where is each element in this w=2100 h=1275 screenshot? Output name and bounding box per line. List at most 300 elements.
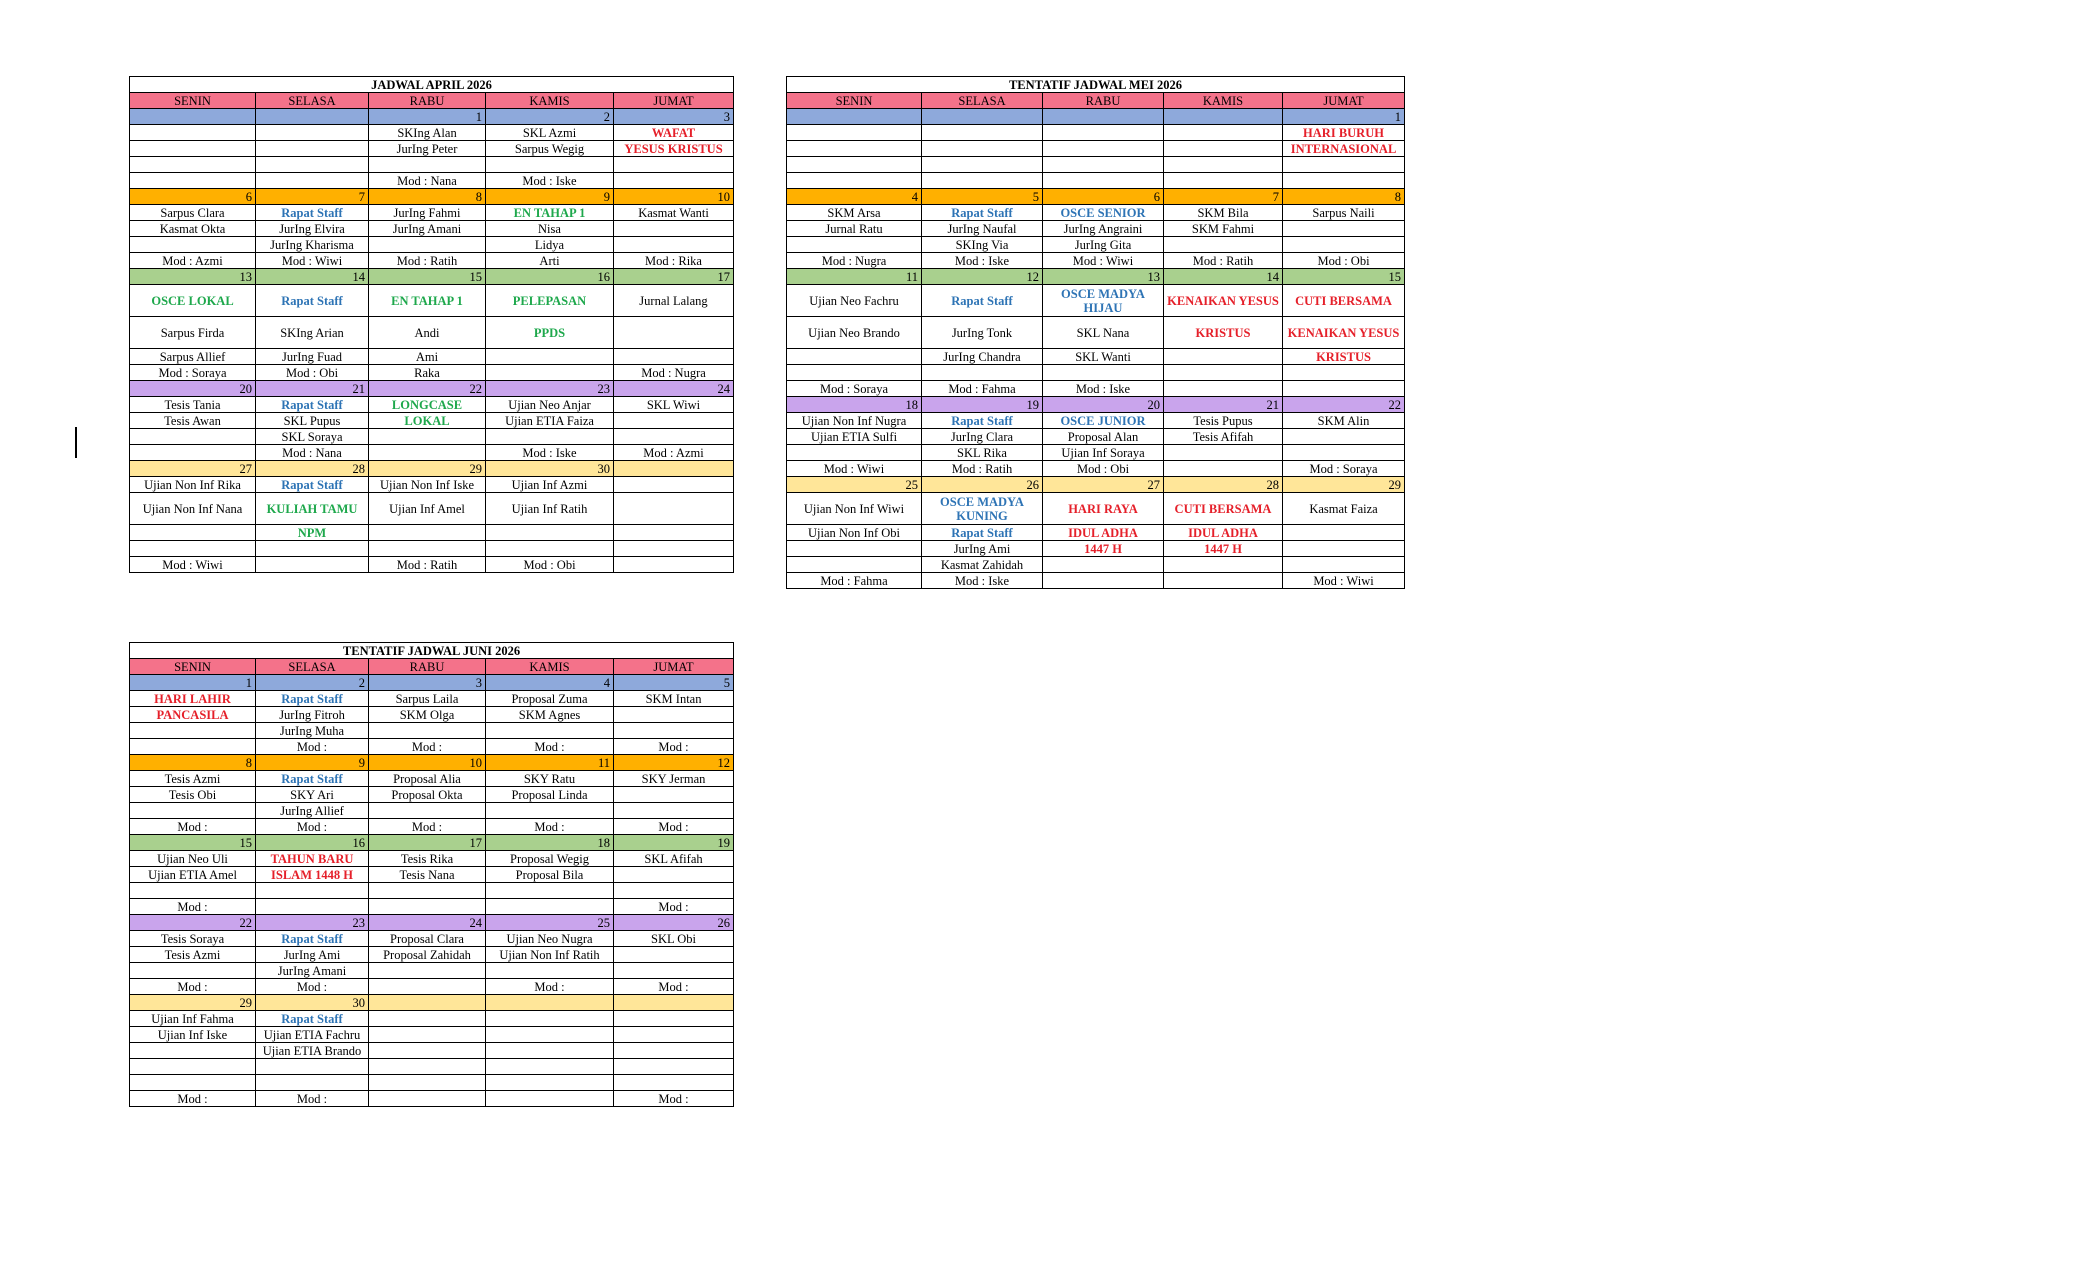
schedule-cell[interactable]: Mod : — [130, 819, 256, 835]
schedule-cell[interactable]: Kasmat Faiza — [1283, 493, 1405, 525]
schedule-cell[interactable] — [614, 413, 734, 429]
schedule-cell[interactable]: JurIng Kharisma — [256, 237, 369, 253]
schedule-cell[interactable]: Kasmat Zahidah — [922, 557, 1043, 573]
schedule-cell[interactable]: KENAIKAN YESUS — [1283, 317, 1405, 349]
schedule-cell[interactable]: ISLAM 1448 H — [256, 867, 369, 883]
schedule-cell[interactable]: Mod : — [130, 979, 256, 995]
schedule-cell[interactable]: JurIng Amani — [369, 221, 486, 237]
schedule-cell[interactable]: Tesis Azmi — [130, 947, 256, 963]
schedule-cell[interactable] — [486, 1075, 614, 1091]
schedule-cell[interactable] — [614, 317, 734, 349]
schedule-cell[interactable]: Ujian Non Inf Nana — [130, 493, 256, 525]
schedule-cell[interactable] — [256, 125, 369, 141]
schedule-cell[interactable]: Tesis Rika — [369, 851, 486, 867]
schedule-cell[interactable]: SKIng Via — [922, 237, 1043, 253]
schedule-cell[interactable] — [486, 963, 614, 979]
schedule-cell[interactable]: Andi — [369, 317, 486, 349]
schedule-cell[interactable]: 1447 H — [1043, 541, 1164, 557]
schedule-cell[interactable]: Kasmat Wanti — [614, 205, 734, 221]
schedule-cell[interactable]: Mod : Obi — [486, 557, 614, 573]
schedule-cell[interactable]: WAFAT — [614, 125, 734, 141]
schedule-cell[interactable]: Mod : Ratih — [922, 461, 1043, 477]
schedule-cell[interactable]: Tesis Nana — [369, 867, 486, 883]
schedule-cell[interactable]: JurIng Chandra — [922, 349, 1043, 365]
schedule-cell[interactable]: Ujian ETIA Faiza — [486, 413, 614, 429]
schedule-cell[interactable]: SKL Wanti — [1043, 349, 1164, 365]
schedule-cell[interactable] — [614, 541, 734, 557]
schedule-cell[interactable] — [130, 883, 256, 899]
schedule-cell[interactable]: Rapat Staff — [256, 285, 369, 317]
schedule-cell[interactable] — [614, 963, 734, 979]
schedule-cell[interactable]: Mod : Nana — [369, 173, 486, 189]
schedule-cell[interactable]: SKL Rika — [922, 445, 1043, 461]
schedule-cell[interactable]: Ujian Inf Ratih — [486, 493, 614, 525]
schedule-cell[interactable] — [486, 157, 614, 173]
schedule-cell[interactable] — [614, 867, 734, 883]
schedule-cell[interactable]: Rapat Staff — [256, 771, 369, 787]
schedule-cell[interactable]: Mod : Obi — [1283, 253, 1405, 269]
schedule-cell[interactable]: Tesis Tania — [130, 397, 256, 413]
schedule-cell[interactable]: SKY Ari — [256, 787, 369, 803]
schedule-cell[interactable]: Mod : Ratih — [369, 557, 486, 573]
schedule-cell[interactable]: Proposal Zahidah — [369, 947, 486, 963]
schedule-cell[interactable]: Mod : — [369, 739, 486, 755]
schedule-cell[interactable] — [1043, 173, 1164, 189]
schedule-cell[interactable]: Mod : — [614, 899, 734, 915]
schedule-cell[interactable] — [787, 365, 922, 381]
schedule-cell[interactable]: JurIng Angraini — [1043, 221, 1164, 237]
schedule-cell[interactable]: Sarpus Wegig — [486, 141, 614, 157]
schedule-cell[interactable] — [256, 173, 369, 189]
schedule-cell[interactable]: JurIng Peter — [369, 141, 486, 157]
schedule-cell[interactable]: Rapat Staff — [922, 525, 1043, 541]
schedule-cell[interactable]: SKIng Alan — [369, 125, 486, 141]
schedule-cell[interactable]: Ujian Inf Iske — [130, 1027, 256, 1043]
schedule-cell[interactable] — [130, 237, 256, 253]
schedule-cell[interactable]: Mod : Nugra — [614, 365, 734, 381]
schedule-cell[interactable]: SKL Soraya — [256, 429, 369, 445]
schedule-cell[interactable]: Mod : Wiwi — [787, 461, 922, 477]
schedule-cell[interactable] — [787, 173, 922, 189]
schedule-cell[interactable]: HARI RAYA — [1043, 493, 1164, 525]
schedule-cell[interactable] — [614, 803, 734, 819]
schedule-cell[interactable] — [1043, 125, 1164, 141]
schedule-cell[interactable] — [1164, 157, 1283, 173]
schedule-cell[interactable]: NPM — [256, 525, 369, 541]
schedule-cell[interactable] — [1283, 221, 1405, 237]
schedule-cell[interactable] — [130, 429, 256, 445]
schedule-cell[interactable]: Mod : Iske — [922, 573, 1043, 589]
schedule-cell[interactable] — [922, 141, 1043, 157]
schedule-cell[interactable]: JurIng Fahmi — [369, 205, 486, 221]
schedule-cell[interactable] — [369, 1091, 486, 1107]
schedule-cell[interactable] — [1283, 429, 1405, 445]
schedule-cell[interactable] — [369, 429, 486, 445]
schedule-cell[interactable] — [1283, 381, 1405, 397]
schedule-cell[interactable] — [614, 1059, 734, 1075]
schedule-cell[interactable] — [1164, 349, 1283, 365]
schedule-cell[interactable] — [614, 221, 734, 237]
schedule-cell[interactable]: Mod : — [256, 979, 369, 995]
schedule-cell[interactable] — [256, 541, 369, 557]
schedule-cell[interactable] — [1283, 237, 1405, 253]
schedule-cell[interactable] — [369, 883, 486, 899]
schedule-cell[interactable] — [787, 125, 922, 141]
schedule-cell[interactable]: Mod : Azmi — [614, 445, 734, 461]
schedule-cell[interactable]: CUTI BERSAMA — [1164, 493, 1283, 525]
schedule-cell[interactable] — [1043, 157, 1164, 173]
schedule-cell[interactable] — [787, 541, 922, 557]
schedule-cell[interactable]: Mod : Ratih — [1164, 253, 1283, 269]
schedule-cell[interactable]: LONGCASE — [369, 397, 486, 413]
schedule-cell[interactable] — [1283, 173, 1405, 189]
schedule-cell[interactable] — [614, 157, 734, 173]
schedule-cell[interactable] — [256, 1059, 369, 1075]
schedule-cell[interactable] — [614, 429, 734, 445]
schedule-cell[interactable]: Mod : — [614, 1091, 734, 1107]
schedule-cell[interactable]: PANCASILA — [130, 707, 256, 723]
schedule-cell[interactable] — [369, 1011, 486, 1027]
schedule-cell[interactable]: Sarpus Naili — [1283, 205, 1405, 221]
schedule-cell[interactable] — [369, 1043, 486, 1059]
schedule-cell[interactable] — [369, 1075, 486, 1091]
schedule-cell[interactable]: Mod : Azmi — [130, 253, 256, 269]
schedule-cell[interactable]: SKM Intan — [614, 691, 734, 707]
schedule-cell[interactable] — [130, 1059, 256, 1075]
schedule-cell[interactable] — [1164, 365, 1283, 381]
schedule-cell[interactable]: Rapat Staff — [256, 691, 369, 707]
schedule-cell[interactable] — [614, 723, 734, 739]
schedule-cell[interactable] — [369, 963, 486, 979]
schedule-cell[interactable] — [369, 1059, 486, 1075]
schedule-cell[interactable]: Mod : — [130, 899, 256, 915]
schedule-cell[interactable]: Ujian Non Inf Nugra — [787, 413, 922, 429]
schedule-cell[interactable]: Tesis Azmi — [130, 771, 256, 787]
schedule-cell[interactable]: Arti — [486, 253, 614, 269]
schedule-cell[interactable]: KENAIKAN YESUS — [1164, 285, 1283, 317]
schedule-cell[interactable] — [256, 141, 369, 157]
schedule-cell[interactable] — [787, 349, 922, 365]
schedule-cell[interactable] — [256, 557, 369, 573]
schedule-cell[interactable]: Proposal Wegig — [486, 851, 614, 867]
schedule-cell[interactable] — [614, 477, 734, 493]
schedule-cell[interactable]: SKL Wiwi — [614, 397, 734, 413]
schedule-cell[interactable] — [614, 1075, 734, 1091]
schedule-cell[interactable]: Tesis Obi — [130, 787, 256, 803]
schedule-cell[interactable]: Mod : — [614, 979, 734, 995]
schedule-cell[interactable] — [369, 899, 486, 915]
schedule-cell[interactable]: Mod : Ratih — [369, 253, 486, 269]
schedule-cell[interactable]: SKL Pupus — [256, 413, 369, 429]
schedule-cell[interactable] — [130, 541, 256, 557]
schedule-cell[interactable]: Tesis Pupus — [1164, 413, 1283, 429]
schedule-cell[interactable]: TAHUN BARU — [256, 851, 369, 867]
schedule-cell[interactable]: Rapat Staff — [922, 285, 1043, 317]
schedule-cell[interactable]: Mod : Wiwi — [1283, 573, 1405, 589]
schedule-cell[interactable]: SKL Azmi — [486, 125, 614, 141]
schedule-cell[interactable] — [1283, 557, 1405, 573]
schedule-cell[interactable]: Mod : Fahma — [787, 573, 922, 589]
schedule-cell[interactable]: Mod : — [486, 819, 614, 835]
schedule-cell[interactable] — [486, 429, 614, 445]
schedule-cell[interactable]: Ujian Non Inf Wiwi — [787, 493, 922, 525]
schedule-cell[interactable]: JurIng Fitroh — [256, 707, 369, 723]
schedule-cell[interactable]: Mod : — [256, 819, 369, 835]
schedule-cell[interactable] — [486, 349, 614, 365]
schedule-cell[interactable]: Mod : — [256, 739, 369, 755]
schedule-cell[interactable]: Ujian Non Inf Obi — [787, 525, 922, 541]
schedule-cell[interactable]: PPDS — [486, 317, 614, 349]
schedule-cell[interactable] — [369, 803, 486, 819]
schedule-cell[interactable] — [130, 525, 256, 541]
schedule-cell[interactable] — [614, 173, 734, 189]
schedule-cell[interactable]: JurIng Gita — [1043, 237, 1164, 253]
schedule-cell[interactable]: KULIAH TAMU — [256, 493, 369, 525]
schedule-cell[interactable] — [486, 803, 614, 819]
schedule-cell[interactable] — [614, 787, 734, 803]
schedule-cell[interactable]: Mod : Soraya — [1283, 461, 1405, 477]
schedule-cell[interactable]: Mod : Obi — [1043, 461, 1164, 477]
schedule-cell[interactable]: Sarpus Firda — [130, 317, 256, 349]
schedule-cell[interactable]: Mod : Fahma — [922, 381, 1043, 397]
schedule-cell[interactable] — [614, 707, 734, 723]
schedule-cell[interactable]: JurIng Muha — [256, 723, 369, 739]
schedule-cell[interactable] — [1283, 157, 1405, 173]
schedule-cell[interactable] — [787, 445, 922, 461]
schedule-cell[interactable]: KRISTUS — [1164, 317, 1283, 349]
schedule-cell[interactable]: PELEPASAN — [486, 285, 614, 317]
schedule-cell[interactable] — [614, 1043, 734, 1059]
schedule-cell[interactable]: INTERNASIONAL — [1283, 141, 1405, 157]
schedule-cell[interactable]: JurIng Clara — [922, 429, 1043, 445]
schedule-cell[interactable] — [1164, 237, 1283, 253]
schedule-cell[interactable] — [922, 173, 1043, 189]
schedule-cell[interactable]: Proposal Zuma — [486, 691, 614, 707]
schedule-cell[interactable]: SKY Ratu — [486, 771, 614, 787]
schedule-cell[interactable] — [130, 803, 256, 819]
schedule-cell[interactable]: Tesis Afifah — [1164, 429, 1283, 445]
schedule-cell[interactable]: Proposal Alia — [369, 771, 486, 787]
schedule-cell[interactable] — [486, 883, 614, 899]
schedule-cell[interactable] — [130, 173, 256, 189]
schedule-cell[interactable]: Mod : Nana — [256, 445, 369, 461]
schedule-cell[interactable]: JurIng Tonk — [922, 317, 1043, 349]
schedule-cell[interactable]: Ujian Inf Amel — [369, 493, 486, 525]
schedule-cell[interactable] — [256, 883, 369, 899]
schedule-cell[interactable] — [1164, 141, 1283, 157]
schedule-cell[interactable] — [486, 365, 614, 381]
schedule-cell[interactable]: JurIng Allief — [256, 803, 369, 819]
schedule-cell[interactable]: SKIng Arian — [256, 317, 369, 349]
schedule-cell[interactable]: Ujian Non Inf Iske — [369, 477, 486, 493]
schedule-cell[interactable] — [614, 237, 734, 253]
schedule-cell[interactable]: OSCE SENIOR — [1043, 205, 1164, 221]
schedule-cell[interactable]: Rapat Staff — [256, 205, 369, 221]
schedule-cell[interactable]: Proposal Clara — [369, 931, 486, 947]
schedule-cell[interactable]: Mod : Iske — [1043, 381, 1164, 397]
schedule-cell[interactable]: Mod : Wiwi — [130, 557, 256, 573]
schedule-cell[interactable] — [369, 157, 486, 173]
schedule-cell[interactable] — [1043, 141, 1164, 157]
schedule-cell[interactable]: Mod : Iske — [486, 445, 614, 461]
schedule-cell[interactable] — [922, 157, 1043, 173]
schedule-cell[interactable] — [614, 493, 734, 525]
schedule-cell[interactable]: YESUS KRISTUS — [614, 141, 734, 157]
schedule-cell[interactable]: Mod : — [130, 1091, 256, 1107]
schedule-cell[interactable] — [1283, 365, 1405, 381]
schedule-cell[interactable]: Ujian Neo Anjar — [486, 397, 614, 413]
schedule-cell[interactable] — [1043, 365, 1164, 381]
schedule-cell[interactable] — [1043, 573, 1164, 589]
schedule-cell[interactable] — [1164, 445, 1283, 461]
schedule-cell[interactable]: Ujian ETIA Fachru — [256, 1027, 369, 1043]
schedule-cell[interactable]: Mod : Wiwi — [256, 253, 369, 269]
schedule-cell[interactable]: OSCE MADYA KUNING — [922, 493, 1043, 525]
schedule-cell[interactable] — [369, 525, 486, 541]
schedule-cell[interactable]: Mod : — [614, 819, 734, 835]
schedule-cell[interactable] — [130, 157, 256, 173]
schedule-cell[interactable] — [369, 541, 486, 557]
schedule-cell[interactable]: EN TAHAP 1 — [486, 205, 614, 221]
schedule-cell[interactable]: Kasmat Okta — [130, 221, 256, 237]
schedule-cell[interactable]: Mod : Iske — [922, 253, 1043, 269]
schedule-cell[interactable] — [614, 349, 734, 365]
schedule-cell[interactable] — [486, 1091, 614, 1107]
schedule-cell[interactable]: IDUL ADHA — [1043, 525, 1164, 541]
schedule-cell[interactable] — [130, 1075, 256, 1091]
schedule-cell[interactable]: Jurnal Ratu — [787, 221, 922, 237]
schedule-cell[interactable] — [787, 141, 922, 157]
schedule-cell[interactable]: Mod : — [369, 819, 486, 835]
schedule-cell[interactable]: Proposal Okta — [369, 787, 486, 803]
schedule-cell[interactable]: CUTI BERSAMA — [1283, 285, 1405, 317]
schedule-cell[interactable] — [614, 1011, 734, 1027]
schedule-cell[interactable]: Proposal Alan — [1043, 429, 1164, 445]
schedule-cell[interactable] — [1164, 173, 1283, 189]
schedule-cell[interactable]: JurIng Elvira — [256, 221, 369, 237]
schedule-cell[interactable]: SKM Arsa — [787, 205, 922, 221]
schedule-cell[interactable]: Mod : Wiwi — [1043, 253, 1164, 269]
schedule-cell[interactable]: Proposal Bila — [486, 867, 614, 883]
schedule-cell[interactable] — [130, 723, 256, 739]
schedule-cell[interactable]: Ujian Neo Fachru — [787, 285, 922, 317]
schedule-cell[interactable]: Mod : — [486, 979, 614, 995]
schedule-cell[interactable]: SKM Olga — [369, 707, 486, 723]
schedule-cell[interactable] — [130, 739, 256, 755]
schedule-cell[interactable]: Mod : Rika — [614, 253, 734, 269]
schedule-cell[interactable]: 1447 H — [1164, 541, 1283, 557]
schedule-cell[interactable] — [1164, 557, 1283, 573]
schedule-cell[interactable] — [922, 125, 1043, 141]
schedule-cell[interactable] — [1283, 525, 1405, 541]
schedule-cell[interactable] — [614, 525, 734, 541]
schedule-cell[interactable] — [486, 525, 614, 541]
schedule-cell[interactable]: Ujian Inf Soraya — [1043, 445, 1164, 461]
schedule-cell[interactable] — [614, 557, 734, 573]
schedule-cell[interactable] — [922, 365, 1043, 381]
schedule-cell[interactable]: SKL Afifah — [614, 851, 734, 867]
schedule-cell[interactable] — [614, 883, 734, 899]
schedule-cell[interactable] — [486, 1027, 614, 1043]
schedule-cell[interactable]: JurIng Ami — [256, 947, 369, 963]
schedule-cell[interactable]: JurIng Amani — [256, 963, 369, 979]
schedule-cell[interactable]: Ujian Inf Fahma — [130, 1011, 256, 1027]
schedule-cell[interactable]: Ami — [369, 349, 486, 365]
schedule-cell[interactable]: Sarpus Clara — [130, 205, 256, 221]
schedule-cell[interactable] — [369, 979, 486, 995]
schedule-cell[interactable]: Ujian Neo Brando — [787, 317, 922, 349]
schedule-cell[interactable] — [787, 157, 922, 173]
schedule-cell[interactable]: Ujian ETIA Amel — [130, 867, 256, 883]
schedule-cell[interactable]: Ujian ETIA Sulfi — [787, 429, 922, 445]
schedule-cell[interactable]: Ujian Non Inf Ratih — [486, 947, 614, 963]
schedule-cell[interactable]: Ujian Neo Uli — [130, 851, 256, 867]
schedule-cell[interactable]: SKL Nana — [1043, 317, 1164, 349]
schedule-cell[interactable] — [614, 1027, 734, 1043]
schedule-cell[interactable] — [130, 445, 256, 461]
schedule-cell[interactable] — [1164, 381, 1283, 397]
schedule-cell[interactable]: SKM Fahmi — [1164, 221, 1283, 237]
schedule-cell[interactable]: Mod : Nugra — [787, 253, 922, 269]
schedule-cell[interactable]: Tesis Awan — [130, 413, 256, 429]
schedule-cell[interactable]: LOKAL — [369, 413, 486, 429]
schedule-cell[interactable]: OSCE JUNIOR — [1043, 413, 1164, 429]
schedule-cell[interactable] — [130, 963, 256, 979]
schedule-cell[interactable]: Sarpus Laila — [369, 691, 486, 707]
schedule-cell[interactable] — [130, 125, 256, 141]
schedule-cell[interactable]: Nisa — [486, 221, 614, 237]
schedule-cell[interactable]: SKM Bila — [1164, 205, 1283, 221]
schedule-cell[interactable] — [614, 947, 734, 963]
schedule-cell[interactable] — [256, 157, 369, 173]
schedule-cell[interactable]: SKM Agnes — [486, 707, 614, 723]
schedule-cell[interactable]: Ujian Non Inf Rika — [130, 477, 256, 493]
schedule-cell[interactable]: JurIng Ami — [922, 541, 1043, 557]
schedule-cell[interactable] — [486, 1043, 614, 1059]
schedule-cell[interactable] — [1043, 557, 1164, 573]
schedule-cell[interactable]: Rapat Staff — [922, 205, 1043, 221]
schedule-cell[interactable] — [486, 1059, 614, 1075]
schedule-cell[interactable]: Mod : Obi — [256, 365, 369, 381]
schedule-cell[interactable]: Rapat Staff — [256, 477, 369, 493]
schedule-cell[interactable]: Ujian Inf Azmi — [486, 477, 614, 493]
schedule-cell[interactable] — [486, 541, 614, 557]
schedule-cell[interactable] — [130, 141, 256, 157]
schedule-cell[interactable]: Mod : — [486, 739, 614, 755]
schedule-cell[interactable]: Mod : Soraya — [787, 381, 922, 397]
schedule-cell[interactable]: Mod : Iske — [486, 173, 614, 189]
schedule-cell[interactable] — [1164, 461, 1283, 477]
schedule-cell[interactable] — [256, 1075, 369, 1091]
schedule-cell[interactable] — [369, 237, 486, 253]
schedule-cell[interactable]: Ujian ETIA Brando — [256, 1043, 369, 1059]
schedule-cell[interactable]: Mod : — [256, 1091, 369, 1107]
schedule-cell[interactable]: SKL Obi — [614, 931, 734, 947]
schedule-cell[interactable] — [369, 445, 486, 461]
schedule-cell[interactable]: JurIng Fuad — [256, 349, 369, 365]
schedule-cell[interactable] — [1164, 125, 1283, 141]
schedule-cell[interactable]: OSCE LOKAL — [130, 285, 256, 317]
schedule-cell[interactable]: Lidya — [486, 237, 614, 253]
schedule-cell[interactable]: HARI LAHIR — [130, 691, 256, 707]
schedule-cell[interactable]: Mod : Soraya — [130, 365, 256, 381]
schedule-cell[interactable]: Proposal Linda — [486, 787, 614, 803]
schedule-cell[interactable]: Rapat Staff — [256, 397, 369, 413]
schedule-cell[interactable] — [1283, 445, 1405, 461]
schedule-cell[interactable]: SKY Jerman — [614, 771, 734, 787]
schedule-cell[interactable] — [486, 723, 614, 739]
schedule-cell[interactable]: SKM Alin — [1283, 413, 1405, 429]
